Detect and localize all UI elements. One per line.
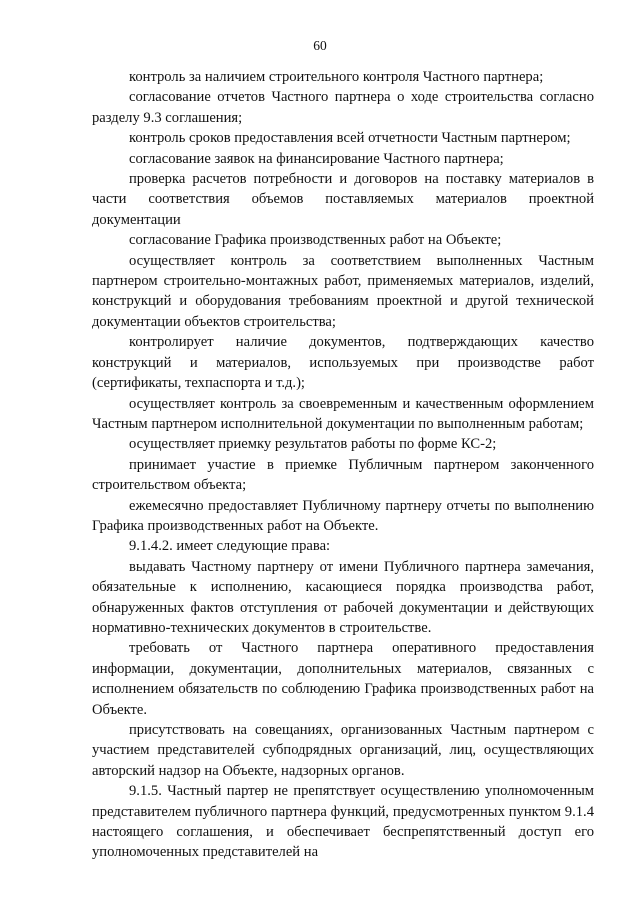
paragraph: 9.1.5. Частный партер не препятствует осуществлению уполномоченным представителем публичного партнера функций, предусмотренных пунктом 9.1.4 настоящего соглашения, и обеспечивает беспрепятственный доступ его уполномоченных представителей на (92, 783, 594, 861)
document-body (92, 67, 594, 863)
paragraph: ежемесячно предоставляет Публичному партнеру отчеты по выполнению Графика производственных работ на Объекте. (92, 497, 594, 534)
page-number: 60 (313, 38, 327, 53)
paragraph: согласование заявок на финансирование Частного партнера; (129, 150, 504, 167)
paragraph: осуществляет контроль за соответствием выполненных Частным партнером строительно-монтажных работ, применяемых материалов, изделий, конструкций и оборудования требованиям проектной и другой технической документации объектов строительства; (92, 252, 594, 330)
paragraph: присутствовать на совещаниях, организованных Частным партнером с участием представителей субподрядных организаций, лиц, осуществляющих авторский надзор на Объекте, надзорных органов. (92, 722, 594, 779)
paragraph: осуществляет контроль за своевременным и качественным оформлением Частным партнером исполнительной документации по выполненным работам; (92, 395, 594, 432)
paragraph: контроль за наличием строительного контроля Частного партнера; (129, 69, 544, 85)
paragraph: выдавать Частному партнеру от имени Публичного партнера замечания, обязательные к исполнению, касающиеся порядка производства работ, обнаруженных фактов отступления от рабочей документации и действующих нормативно-технических документов в строительстве. (92, 558, 594, 636)
paragraph: принимает участие в приемке Публичным партнером законченного строительством объекта; (92, 456, 594, 494)
paragraph: 9.1.4.2. имеет следующие права: (129, 538, 331, 555)
paragraph: согласование отчетов Частного партнера о ходе строительства согласно разделу 9.3 соглашения; (92, 89, 594, 126)
paragraph: проверка расчетов потребности и договоров на поставку материалов в части соответствия объемов поставляемых материалов проектной документации (92, 171, 594, 228)
paragraph: контроль сроков предоставления всей отчетности Частным партнером; (129, 130, 571, 147)
paragraph: контролирует наличие документов, подтверждающих качество конструкций и материалов, используемых при производстве работ (сертификаты, техпаспорта и т.д.); (92, 334, 594, 392)
paragraph: осуществляет приемку результатов работы по форме КС-2; (129, 436, 497, 453)
paragraph: требовать от Частного партнера оперативного предоставления информации, документации, дополнительных материалов, связанных с исполнением обязательств по соблюдению Графика производственных работ на Объекте. (92, 640, 594, 718)
paragraph: согласование Графика производственных работ на Объекте; (129, 232, 502, 249)
